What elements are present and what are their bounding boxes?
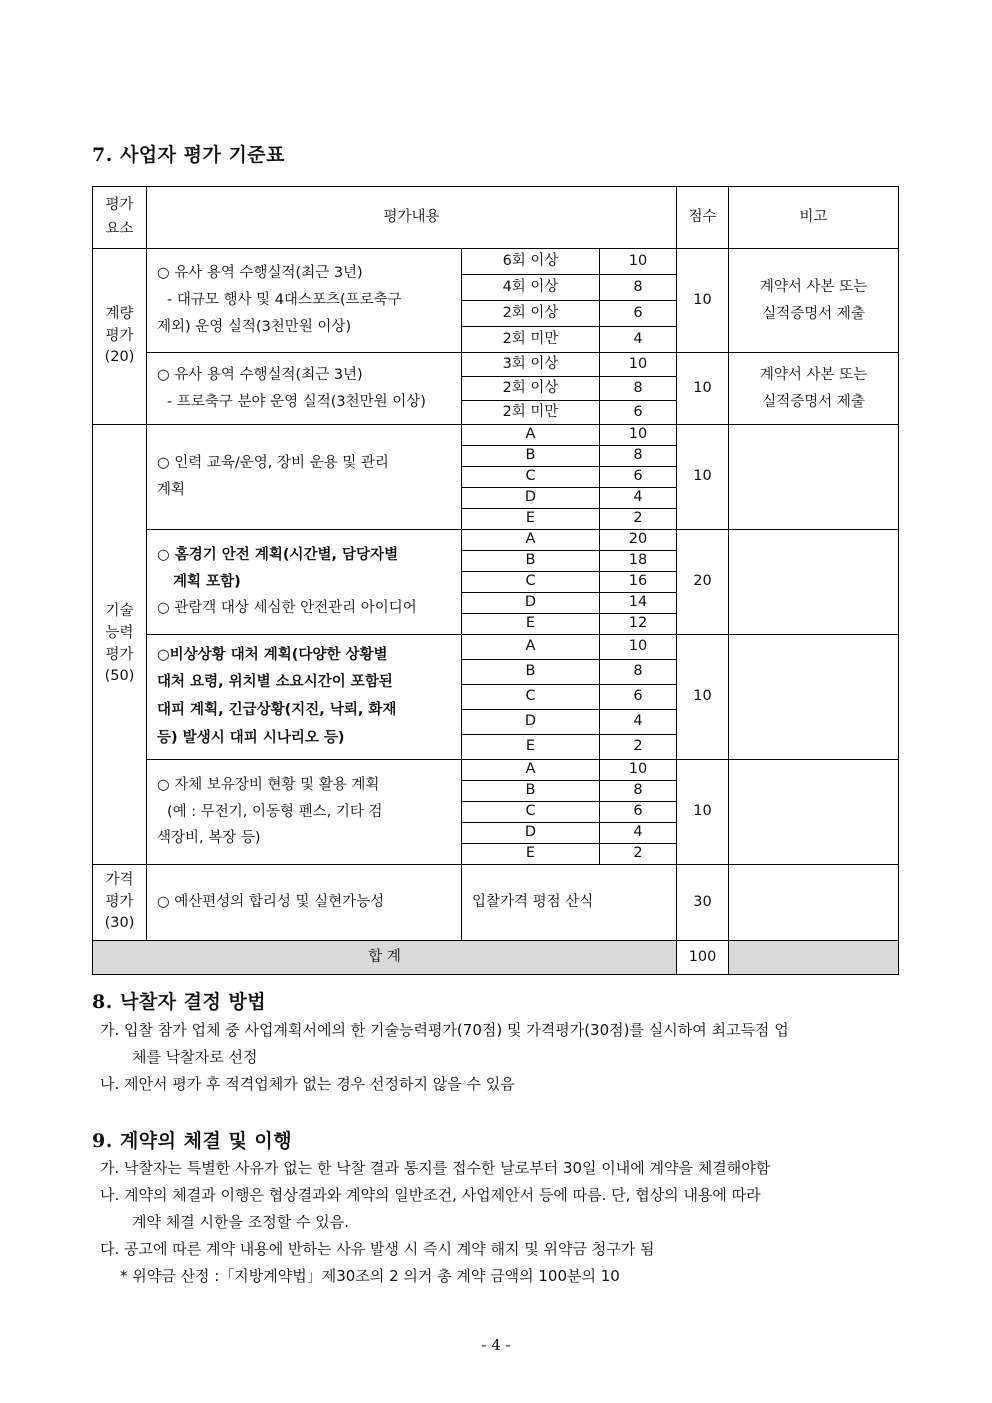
grade-label: E [462,509,600,530]
list-item: 가. 입찰 참가 업체 중 사업계획서에의 한 기술능력평가(70점) 및 가격평가(30점)를 실시하여 최고득점 업 [100,1021,789,1039]
grade-score: 10 [600,249,677,275]
grade-label: 2회 이상 [462,377,600,401]
grade-label: 4회 이상 [462,275,600,301]
grade-label: C [462,685,600,710]
content-line: 계획 [157,482,186,498]
content-line: - 대규모 행사 및 4대스포츠(프로축구 [167,292,402,309]
remark-cell [729,635,899,760]
content-line: ○ 유사 용역 수행실적(최근 3년) [157,265,363,282]
table-row [93,425,899,446]
content-line: ○ 자체 보유장비 현황 및 활용 계획 [157,776,380,793]
grade-label: C [462,572,600,593]
grade-score: 2 [600,735,677,760]
content-line: ○ 유사 용역 수행실적(최근 3년) [157,366,363,383]
table-row [93,635,899,660]
grade-score: 8 [600,275,677,301]
grade-label: 3회 이상 [462,353,600,377]
grade-score: 10 [600,635,677,660]
factor-price: 가격 평가 (30) [93,865,147,941]
header-score: 점수 [677,187,729,249]
header-remark: 비고 [729,187,899,249]
content-cell: ○ 예산편성의 합리성 및 실현가능성 [147,865,462,941]
list-item: 다. 공고에 따른 계약 내용에 반하는 사유 발생 시 즉시 계약 해지 및 위약금 청구가 됨 [100,1240,655,1258]
grade-score: 4 [600,327,677,353]
list-item: 계약 체결 시한을 조정할 수 있음. [132,1213,349,1231]
content-cell [147,635,462,760]
factor-quantitative: 계량 평가 (20) [93,249,147,425]
grade-score: 8 [600,446,677,467]
grade-score: 6 [600,401,677,425]
content-line: (예 : 무전기, 이동형 펜스, 기타 검 [167,803,383,820]
remark-cell [729,425,899,530]
grade-label: B [462,660,600,685]
item-score: 10 [677,635,729,760]
content-line: ○ 관람객 대상 세심한 안전관리 아이디어 [157,600,417,617]
grade-score: 20 [600,530,677,551]
grade-label: E [462,735,600,760]
grade-score: 2 [600,509,677,530]
factor-technical: 기술 능력 평가 (50) [93,425,147,865]
grade-label: C [462,467,600,488]
grade-label: A [462,530,600,551]
item-score: 20 [677,530,729,635]
item-score: 10 [677,353,729,425]
table-row [93,249,899,275]
item-score: 10 [677,760,729,865]
content-cell [147,353,462,425]
content-line: 등) 발생시 대피 시나리오 등) [157,729,345,746]
grade-score: 12 [600,614,677,635]
list-item: 나. 제안서 평가 후 적격업체가 없는 경우 선정하지 않을 수 있음 [100,1075,515,1093]
remark-cell: 계약서 사본 또는 실적증명서 제출 [729,353,899,425]
header-factor: 평가 요소 [93,187,147,249]
item-score: 10 [677,249,729,353]
grade-score: 14 [600,593,677,614]
grade-label: B [462,781,600,802]
grade-score: 4 [600,488,677,509]
grade-score: 4 [600,823,677,844]
grade-score: 8 [600,377,677,401]
grade-label: A [462,760,600,781]
content-line: ○비상상황 대처 계획(다양한 상황별 [157,646,388,663]
grade-label: D [462,488,600,509]
grade-score: 6 [600,802,677,823]
grade-label: A [462,635,600,660]
page-number: - 4 - [481,1336,511,1354]
list-item: 나. 계약의 체결과 이행은 협상결과와 계약의 일반조건, 사업제안서 등에 따름. 단, 협상의 내용에 따라 [100,1186,761,1204]
content-line: 대피 계획, 긴급상황(지진, 낙뢰, 화재 [157,702,397,718]
section-8-title: 8. 낙찰자 결정 방법 [92,991,267,1013]
total-row [93,941,899,975]
list-item: 가. 낙찰자는 특별한 사유가 없는 한 낙찰 결과 통지를 접수한 날로부터 30일 이내에 계약을 체결해야함 [100,1159,771,1177]
header-content: 평가내용 [147,187,677,249]
content-line: ○ 홈경기 안전 계획(시간별, 담당자별 [157,546,399,563]
grade-label: 2회 미만 [462,401,600,425]
remark-cell [729,530,899,635]
grade-label: 2회 미만 [462,327,600,353]
grade-score: 2 [600,844,677,865]
grade-score: 10 [600,353,677,377]
table-row [93,353,899,377]
grade-score: 10 [600,760,677,781]
remark-cell: 계약서 사본 또는 실적증명서 제출 [729,249,899,353]
table-row [93,865,899,941]
table-row [93,530,899,551]
total-remark [729,941,899,975]
grade-label: 2회 이상 [462,301,600,327]
grade-score: 4 [600,710,677,735]
section-8-body [100,1017,900,1098]
evaluation-criteria-table [92,186,899,975]
content-line: 제외) 운영 실적(3천만원 이상) [157,318,352,335]
content-cell [147,530,462,635]
content-line: 대처 요령, 위치별 소요시간이 포함된 [157,674,393,691]
price-method: 입찰가격 평점 산식 [462,865,677,941]
grade-label: E [462,844,600,865]
grade-label: B [462,446,600,467]
grade-label: D [462,823,600,844]
note-item: * 위약금 산정 :「지방계약법」제30조의 2 의거 총 계약 금액의 100분의 10 [120,1267,620,1285]
table-header-row [93,187,899,249]
content-cell [147,760,462,865]
content-cell [147,425,462,530]
content-line: ○ 인력 교육/운영, 장비 운용 및 관리 [157,455,389,472]
content-line: - 프로축구 분야 운영 실적(3천만원 이상) [167,393,426,410]
list-item: 체를 낙찰자로 선정 [132,1048,258,1066]
content-cell [147,249,462,353]
grade-score: 10 [600,425,677,446]
grade-label: D [462,710,600,735]
grade-label: C [462,802,600,823]
content-line: 색장비, 복장 등) [157,830,261,847]
remark-cell [729,760,899,865]
grade-score: 8 [600,781,677,802]
grade-label: D [462,593,600,614]
grade-label: B [462,551,600,572]
item-score: 10 [677,425,729,530]
content-line: 계획 포함) [173,573,241,590]
section-9-body [100,1155,900,1290]
grade-score: 8 [600,660,677,685]
grade-score: 18 [600,551,677,572]
table-row [93,760,899,781]
remark-cell [729,865,899,941]
section-7-title: 7. 사업자 평가 기준표 [92,144,286,166]
grade-score: 6 [600,685,677,710]
grade-label: A [462,425,600,446]
item-score: 30 [677,865,729,941]
grade-score: 6 [600,301,677,327]
grade-score: 6 [600,467,677,488]
grade-label: 6회 이상 [462,249,600,275]
total-label: 합 계 [93,941,677,975]
section-9-title: 9. 계약의 체결 및 이행 [92,1130,293,1152]
grade-score: 16 [600,572,677,593]
total-score: 100 [677,941,729,975]
grade-label: E [462,614,600,635]
